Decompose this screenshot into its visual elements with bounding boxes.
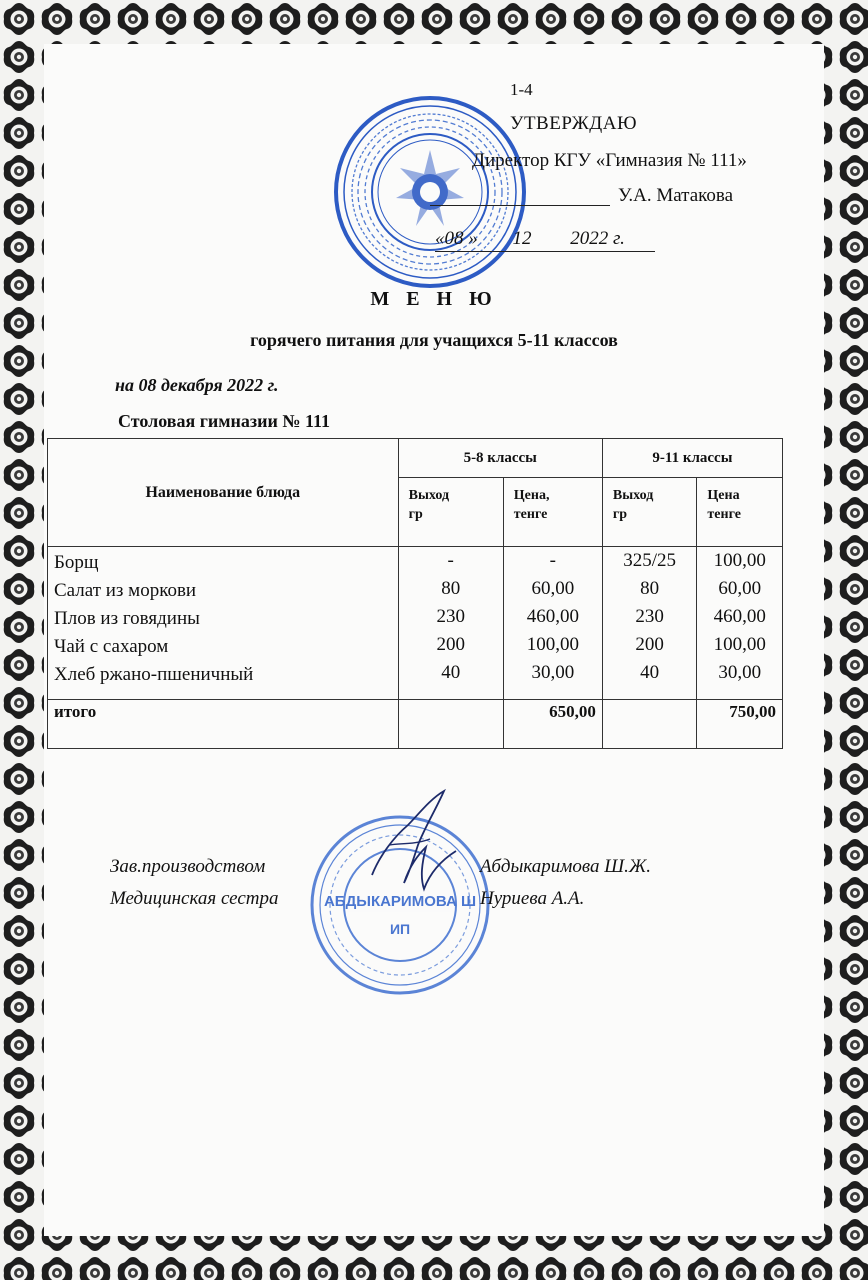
official-seal-stamp [330, 92, 530, 292]
dish-name: Хлеб ржано-пшеничный [54, 664, 254, 685]
total-5-8: 650,00 [503, 700, 602, 749]
a-price-value: - [549, 550, 556, 571]
dish-name: Салат из моркови [54, 580, 197, 601]
canteen-name: Столовая гимназии № 111 [118, 411, 330, 431]
header-a-price-line1: Цена, [513, 488, 550, 503]
a-output-value: 80 [441, 578, 461, 599]
total-9-11: 750,00 [697, 700, 783, 749]
director-signature-line [430, 205, 610, 206]
signature-name-nurse: Нуриева А.А. [480, 888, 585, 909]
approval-date [435, 228, 625, 250]
b-price-cell [697, 547, 783, 700]
menu-table [47, 438, 783, 749]
menu-title: М Е Н Ю [370, 288, 498, 310]
header-group-9-11: 9-11 классы [602, 439, 782, 478]
total-empty-cell [602, 700, 697, 749]
total-empty-cell [398, 700, 503, 749]
a-price-value: 460,00 [526, 606, 579, 627]
signature-role-production: Зав.производством [110, 856, 266, 877]
a-output-value: 230 [436, 606, 465, 627]
menu-subtitle: горячего питания для учащихся 5-11 классов [250, 330, 618, 350]
a-output-value: - [447, 550, 454, 571]
header-group-5-8: 5-8 классы [398, 439, 602, 478]
b-output-value: 40 [640, 662, 660, 683]
a-price-value: 60,00 [531, 578, 575, 599]
header-b-price-line1: Цена [707, 488, 740, 503]
signature-name-production: Абдыкаримова Ш.Ж. [480, 856, 651, 877]
signature-role-nurse: Медицинская сестра [110, 888, 279, 909]
handwritten-signature [360, 785, 470, 905]
a-price-cell [503, 547, 602, 700]
b-output-value: 80 [640, 578, 660, 599]
table-header-row [48, 439, 783, 478]
b-price-value: 100,00 [713, 634, 766, 655]
dish-name: Плов из говядины [54, 608, 200, 629]
total-label: итого [48, 700, 399, 749]
header-a-output-line1: Выход [408, 488, 450, 503]
header-a-price-line2: тенге [513, 507, 548, 522]
header-a-output [398, 478, 503, 547]
a-output-cell [398, 547, 503, 700]
header-b-price-line2: тенге [707, 507, 741, 522]
header-b-output [602, 478, 697, 547]
stamp-name-text: АБДЫКАРИМОВА Ш [323, 893, 477, 910]
table-row [48, 547, 783, 700]
header-b-output-line1: Выход [612, 488, 654, 503]
a-output-value: 200 [436, 634, 465, 655]
dish-names-cell [48, 547, 399, 700]
a-price-value: 30,00 [531, 662, 575, 683]
table-total-row [48, 700, 783, 749]
header-a-price [503, 478, 602, 547]
a-output-value: 40 [441, 662, 461, 683]
header-dish-name: Наименование блюда [48, 439, 399, 547]
b-price-value: 100,00 [713, 550, 766, 571]
b-output-value: 230 [635, 606, 664, 627]
document-code: 1-4 [510, 80, 533, 99]
b-price-value: 460,00 [713, 606, 766, 627]
dish-name: Борщ [54, 552, 99, 573]
approval-date-underline [435, 251, 655, 252]
dish-name: Чай с сахаром [54, 636, 169, 657]
header-a-output-line2: гр [408, 507, 423, 522]
b-output-cell [602, 547, 697, 700]
b-output-value: 200 [635, 634, 664, 655]
stamp-ip-text: ИП [389, 921, 411, 937]
b-price-value: 60,00 [718, 578, 762, 599]
director-name: У.А. Матакова [618, 185, 734, 206]
header-b-output-line2: гр [612, 507, 628, 522]
a-price-value: 100,00 [526, 634, 579, 655]
approval-date-year: 2022 г. [570, 228, 625, 249]
header-b-price [697, 478, 783, 547]
approval-date-month: 12 [512, 228, 532, 249]
menu-date: на 08 декабря 2022 г. [115, 375, 279, 395]
approval-date-day: «08 » [435, 228, 478, 249]
approve-heading: УТВЕРЖДАЮ [510, 113, 637, 134]
director-title: Директор КГУ «Гимназия № 111» [472, 150, 747, 171]
b-output-value: 325/25 [623, 550, 677, 571]
b-price-value: 30,00 [718, 662, 762, 683]
